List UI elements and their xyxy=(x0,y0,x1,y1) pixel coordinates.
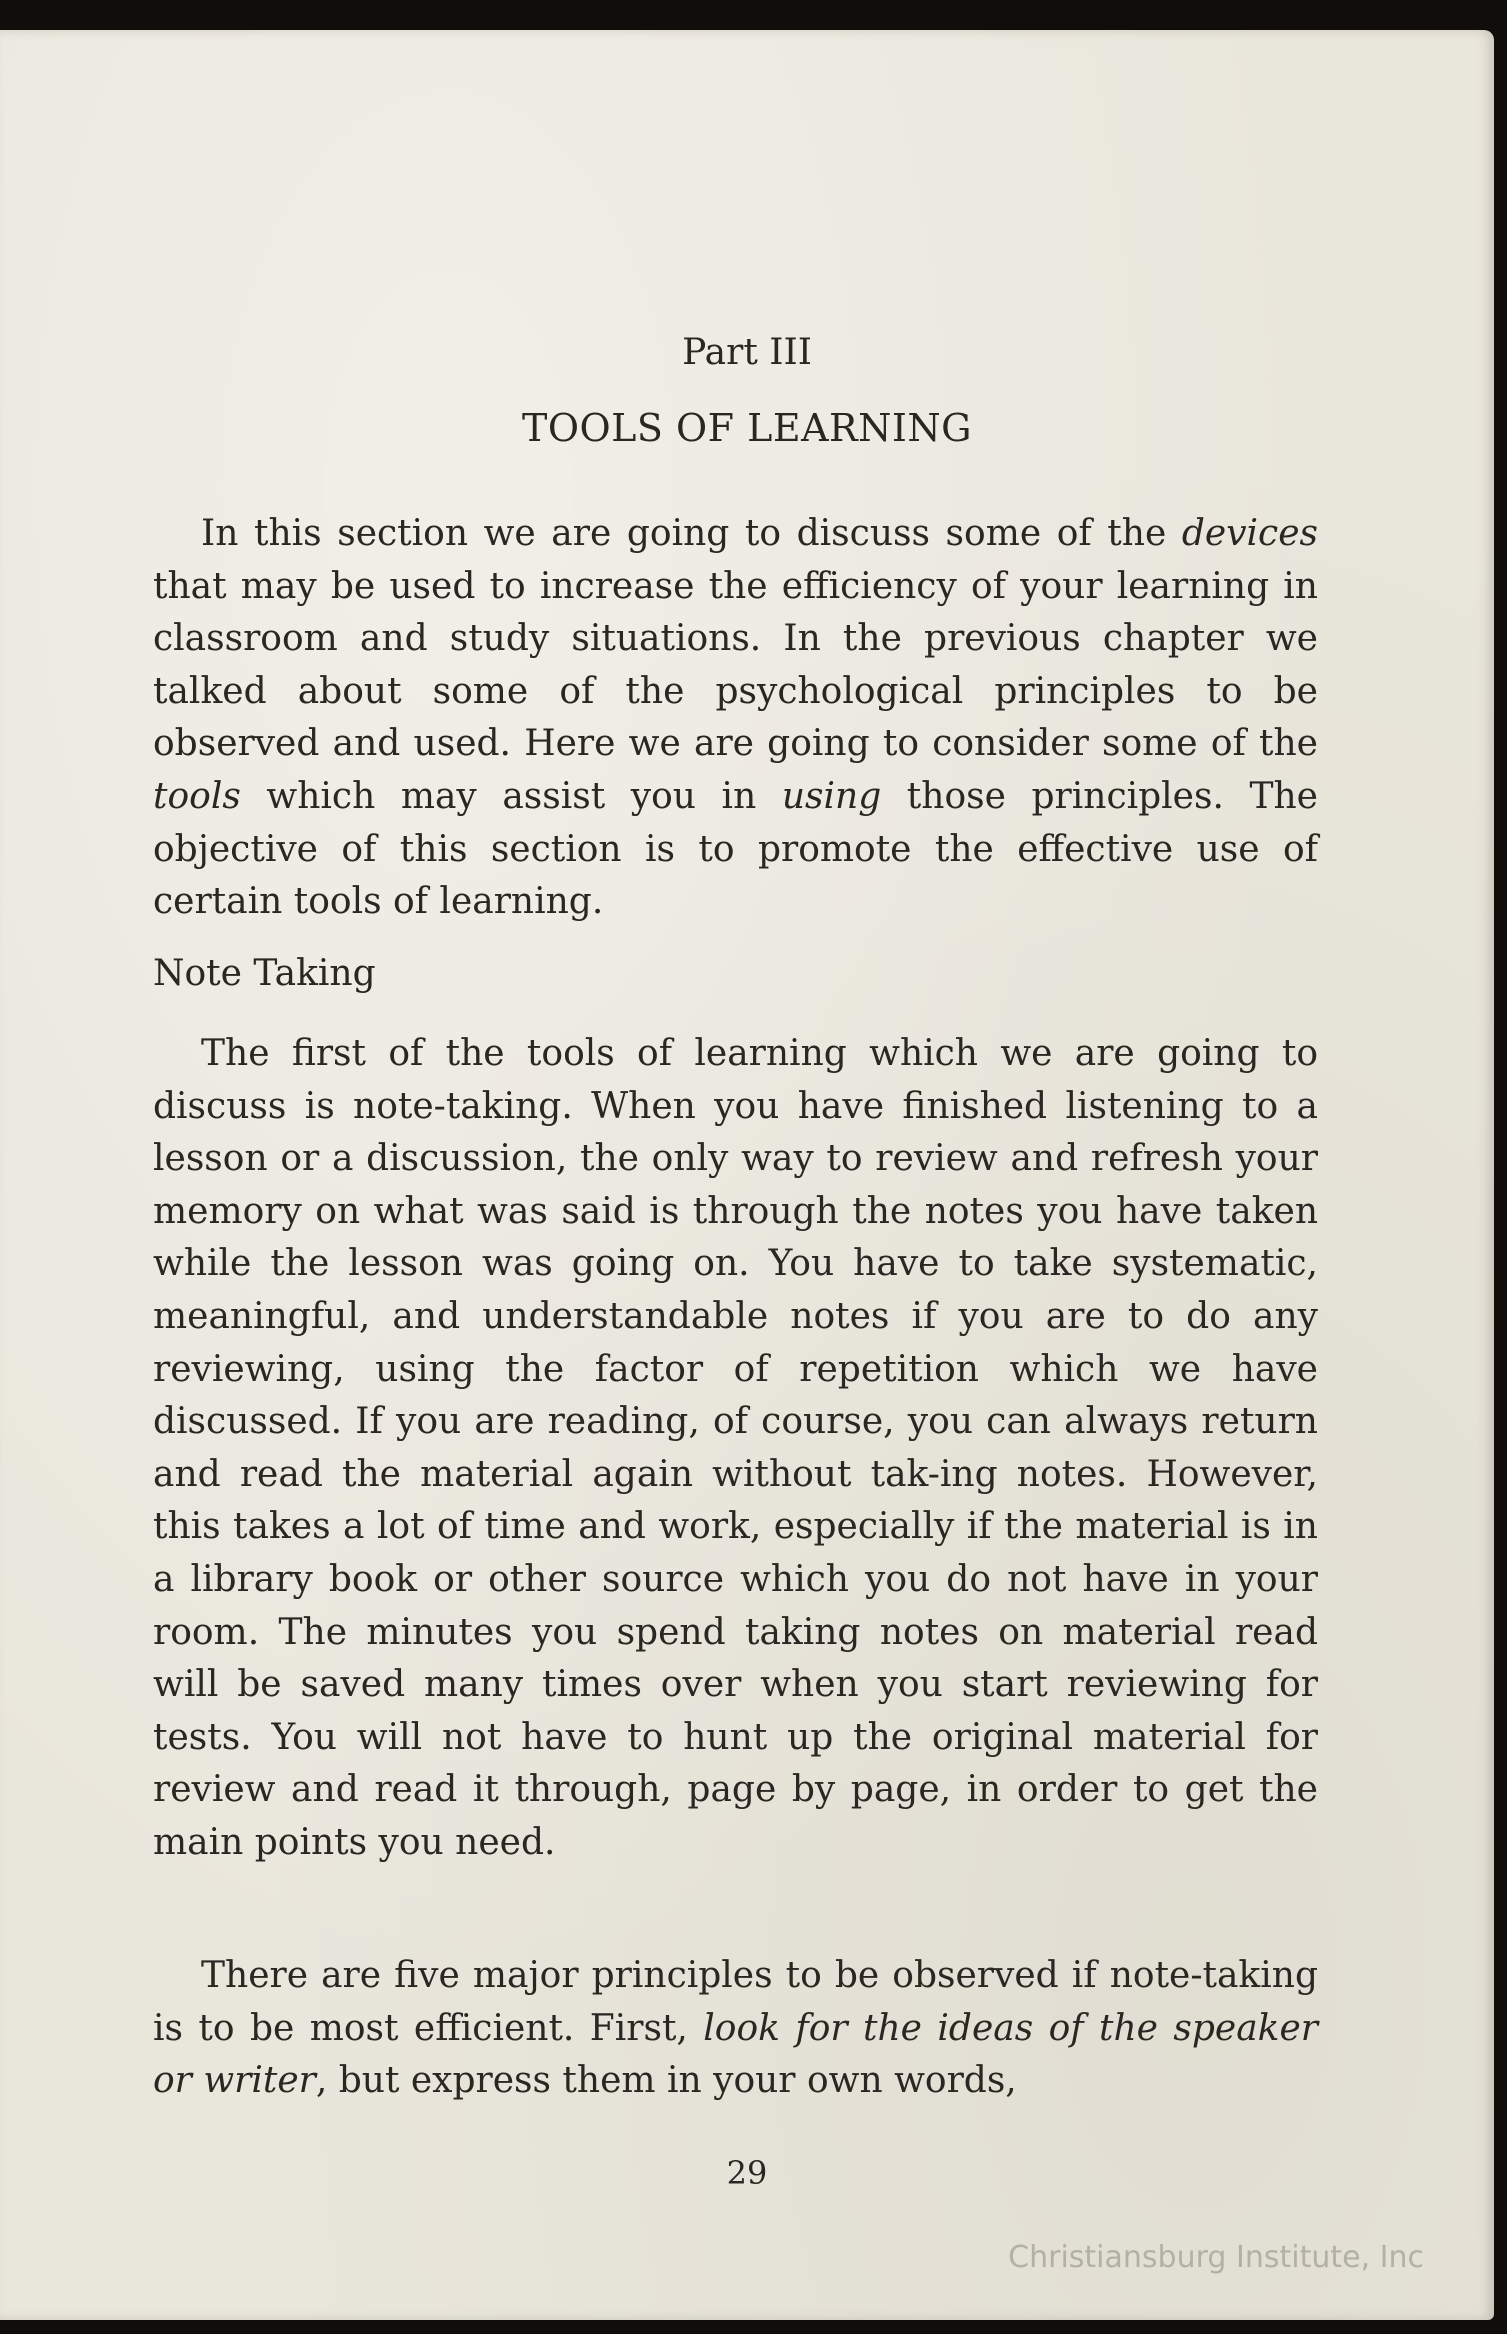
principles-text-2: , but express them in your own words, xyxy=(315,2060,1017,2102)
intro-emphasis-tools: tools xyxy=(153,775,241,817)
chapter-title: TOOLS OF LEARNING xyxy=(522,406,972,450)
intro-text-2: that may be used to increase the efficiency of your learning in classroom and study situations. In the previous chapter we talked about some of the psychological principles to be observed and used. Here we are going to consider some of the xyxy=(153,565,1318,765)
watermark-text: Christiansburg Institute, Inc xyxy=(1008,2240,1424,2275)
intro-text-4: those principles. The objective of this section is to promote the effective use of certain tools of learning. xyxy=(153,775,1318,923)
intro-text-3: which may assist you in xyxy=(240,775,782,817)
page-number: 29 xyxy=(726,2154,768,2192)
intro-paragraph xyxy=(153,508,1318,929)
book-page xyxy=(0,30,1494,2320)
principles-emphasis: look for the ideas of the speaker or writer xyxy=(153,2007,1319,2102)
principles-text-1: There are five major principles to be observed if note-taking is to be most efficient. First, xyxy=(153,1955,1318,2049)
section-heading: Note Taking xyxy=(153,953,376,994)
intro-text-1: In this section we are going to discuss some of the xyxy=(201,513,1182,554)
note-taking-paragraph: The first of the tools of learning which we are going to discuss is note-taking. When you have finished listening to a lesson or a discussion, the only way to review and refresh your memory on what was said is through the notes you have taken while the lesson was going on. You have to take systematic, meaningful, and understandable notes if you are to do any reviewing, using the factor of repetition which we have discussed. If you are reading, of course, you can always return and read the material again without tak-ing notes. However, this takes a lot of time and work, especially if the material is in a library book or other source which you do not have in your room. The minutes you spend taking notes on material read will be saved many times over when you start reviewing for tests. You will not have to hunt up the original material for review and read it through, page by page, in order to get the main points you need. xyxy=(153,1033,1318,1863)
part-label: Part III xyxy=(682,332,812,373)
principles-paragraph xyxy=(153,1950,1318,2108)
intro-emphasis-devices: devices xyxy=(1181,513,1318,554)
intro-emphasis-using: using xyxy=(781,775,882,817)
